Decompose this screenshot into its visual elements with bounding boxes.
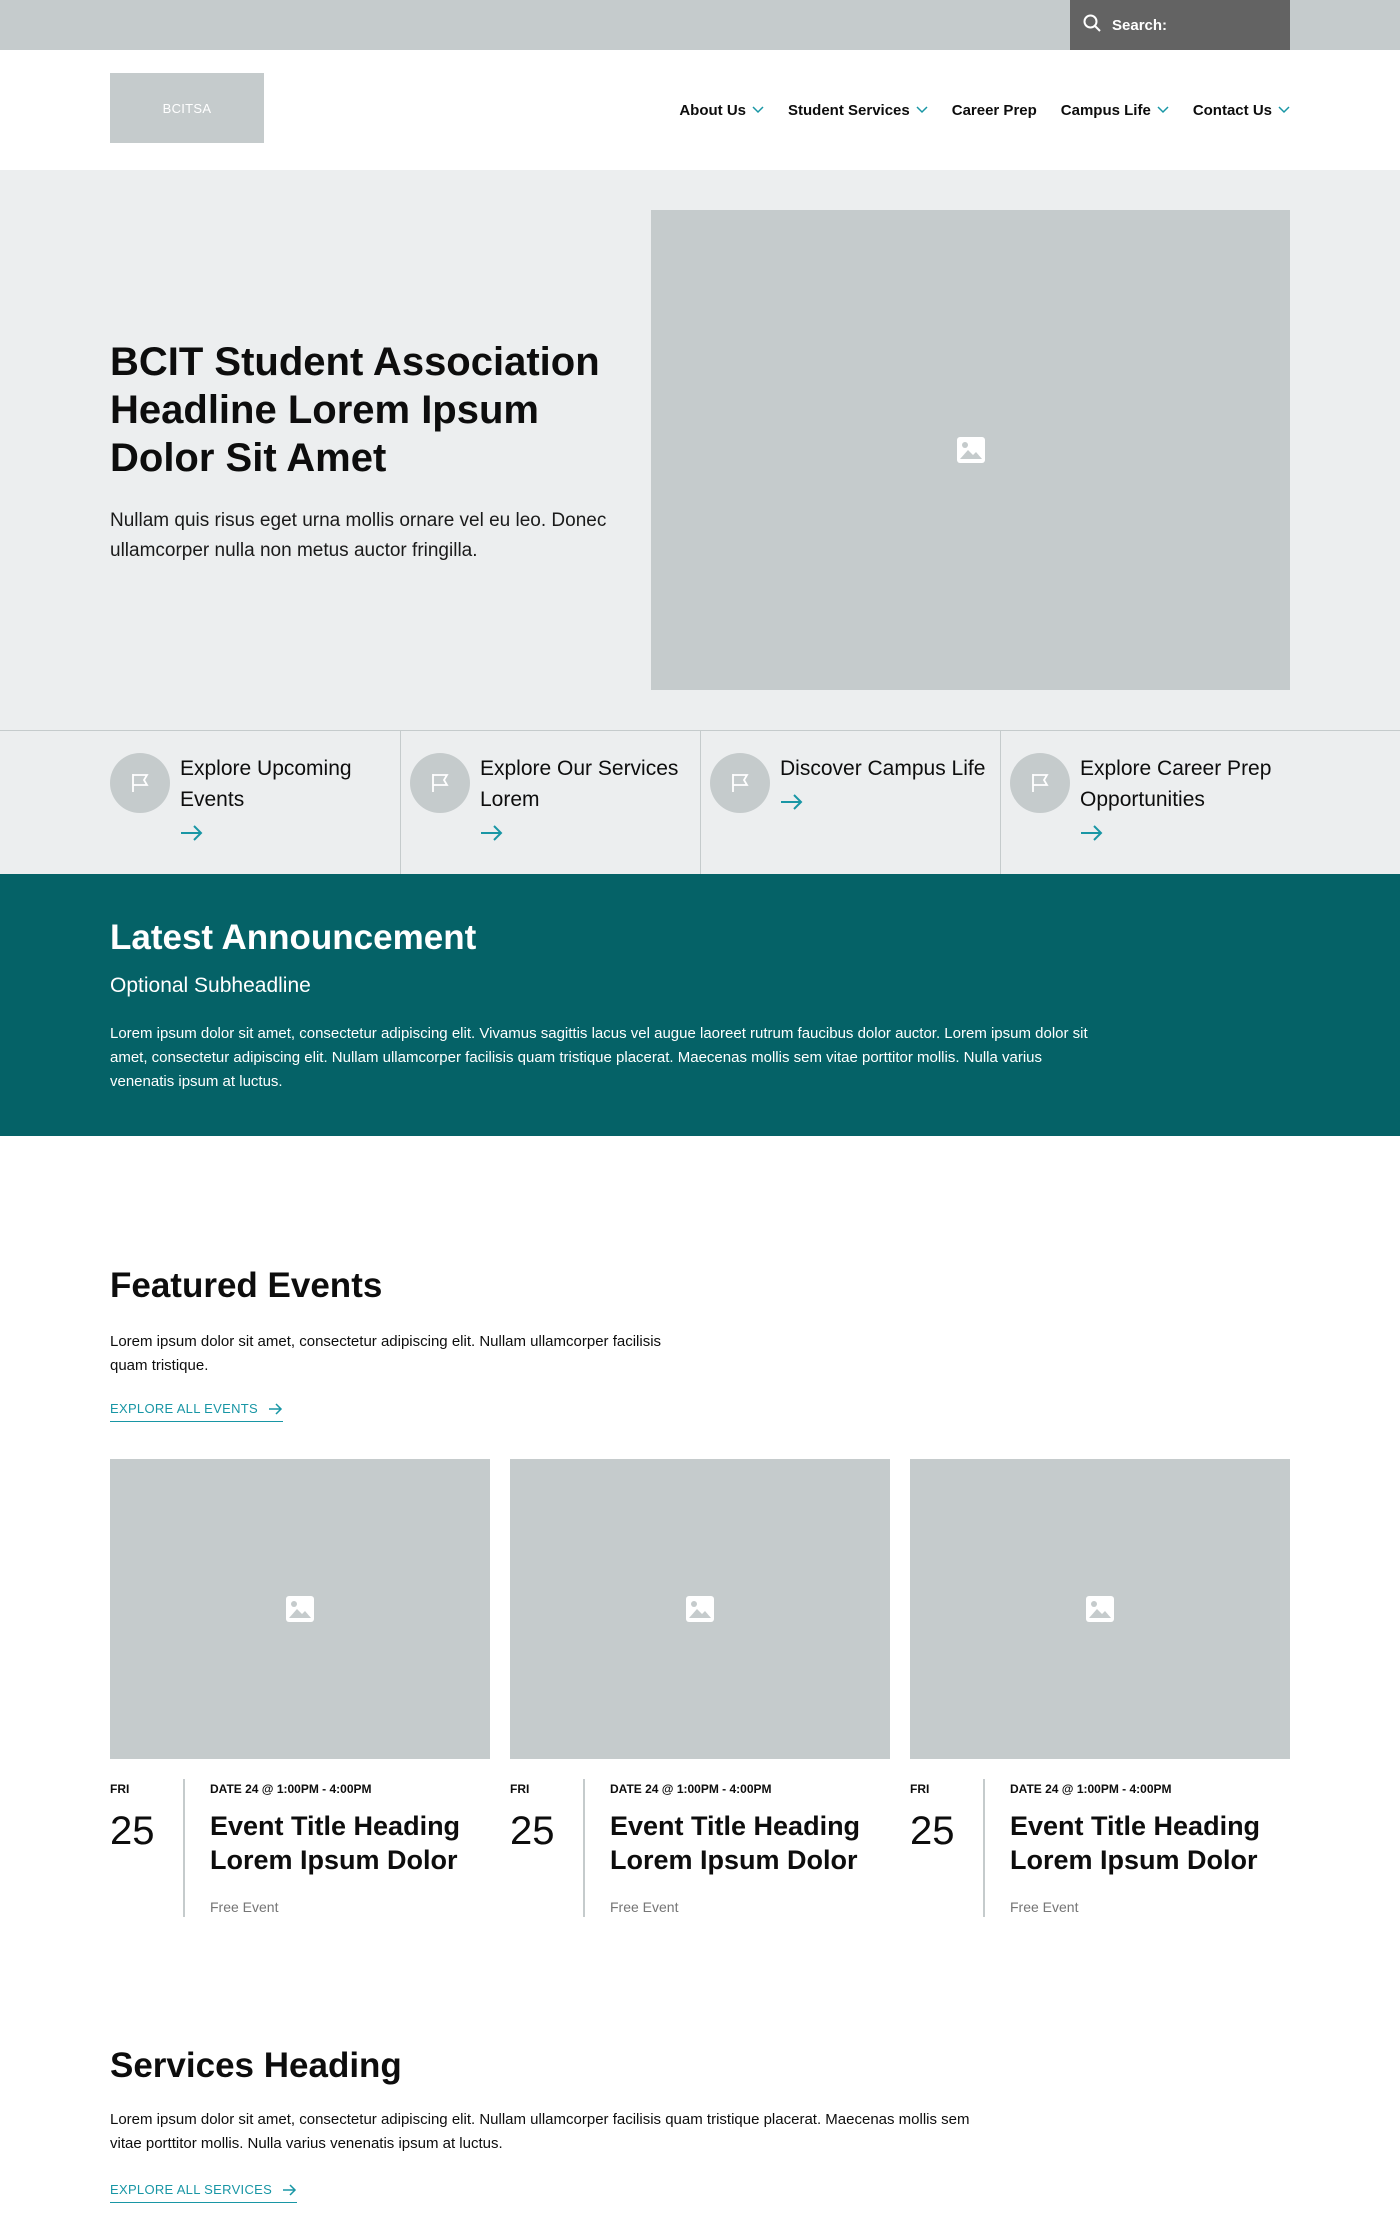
link-label: EXPLORE ALL EVENTS <box>110 1401 258 1416</box>
nav-item-career-prep[interactable] <box>952 102 1037 119</box>
quicklink-career-prep[interactable] <box>1010 731 1290 875</box>
event-card <box>110 1459 490 1939</box>
nav-item-contact-us[interactable] <box>1193 102 1290 119</box>
divider <box>183 1779 185 1917</box>
event-price: Free Event <box>210 1899 279 1915</box>
chevron-down-icon <box>752 106 764 114</box>
nav-item-campus-life[interactable] <box>1061 102 1169 119</box>
nav-item-label: Career Prep <box>951 101 1037 119</box>
main-nav <box>679 50 1290 170</box>
divider <box>400 731 401 875</box>
quicklink-campus-life[interactable] <box>710 731 990 875</box>
divider <box>1000 731 1001 875</box>
quick-links <box>0 730 1400 874</box>
image-icon <box>284 1593 316 1625</box>
nav-item-label: About Us <box>679 101 747 119</box>
events-intro: Lorem ipsum dolor sit amet, consectetur adipiscing elit. Nullam ullamcorper facilisis quam tristique. <box>110 1333 662 1374</box>
nav-item-label: Student Services <box>788 101 910 119</box>
image-icon <box>684 1593 716 1625</box>
events-heading: Featured Events <box>110 1266 383 1305</box>
nav-item-student-services[interactable] <box>788 102 928 119</box>
arrow-right-icon <box>268 1403 283 1415</box>
event-day-of-week: FRI <box>510 1782 530 1796</box>
event-price: Free Event <box>1010 1899 1079 1915</box>
event-date: DATE 24 @ 1:00PM - 4:00PM <box>610 1782 772 1796</box>
event-day-number: 25 <box>510 1809 555 1853</box>
event-card <box>910 1459 1290 1939</box>
arrow-right-icon <box>480 825 504 841</box>
event-price: Free Event <box>610 1899 679 1915</box>
flag-icon <box>110 753 170 813</box>
event-day-number: 25 <box>910 1809 955 1853</box>
image-icon <box>955 434 987 466</box>
event-day-of-week: FRI <box>110 1782 130 1796</box>
hero-section <box>0 170 1400 730</box>
hero-body: Nullam quis risus eget urna mollis ornare vel eu leo. Donec ullamcorper nulla non metus auctor fringilla. <box>110 510 607 561</box>
quicklink-label: Explore Upcoming Events <box>180 757 352 811</box>
logo-text: BCITSA <box>162 100 212 116</box>
hero-title: BCIT Student Association Headline Lorem Ipsum Dolor Sit Amet <box>110 340 600 480</box>
announcement-body: Lorem ipsum dolor sit amet, consectetur adipiscing elit. Vivamus sagittis lacus vel augue laoreet rutrum faucibus dolor auctor. Lorem ipsum dolor sit amet, consectetur adipiscing elit. Nullam ullamcorper facilisis quam tristique placerat. Maecenas mollis sem vitae porttitor mollis. Nulla varius venenatis ipsum at luctus. <box>110 1025 1088 1090</box>
search-icon <box>1082 13 1102 38</box>
arrow-right-icon <box>780 794 804 810</box>
event-meta <box>510 1759 890 1919</box>
event-meta <box>910 1759 1290 1919</box>
event-title[interactable]: Event Title Heading Lorem Ipsum Dolor <box>610 1811 861 1875</box>
featured-events-section <box>0 1136 1400 1915</box>
event-card <box>510 1459 890 1939</box>
site-header <box>0 50 1400 170</box>
nav-item-label: Contact Us <box>1192 101 1272 119</box>
services-section <box>0 1996 1400 2240</box>
quicklink-label: Explore Our Services Lorem <box>480 757 679 811</box>
hero-image <box>651 210 1290 690</box>
divider <box>583 1779 585 1917</box>
utility-bar <box>0 0 1400 50</box>
link-label: EXPLORE ALL SERVICES <box>110 2182 273 2197</box>
event-meta <box>110 1759 490 1919</box>
arrow-right-icon <box>1080 825 1104 841</box>
event-image[interactable] <box>110 1459 490 1759</box>
quicklink-services[interactable] <box>410 731 690 875</box>
search-box[interactable] <box>1070 0 1290 50</box>
quicklink-label: Discover Campus Life <box>780 757 986 780</box>
event-day-number: 25 <box>110 1809 155 1853</box>
site-logo[interactable] <box>110 73 264 143</box>
event-title[interactable]: Event Title Heading Lorem Ipsum Dolor <box>1010 1811 1261 1875</box>
flag-icon <box>1010 753 1070 813</box>
event-day-of-week: FRI <box>910 1782 930 1796</box>
hero-text <box>110 338 610 566</box>
explore-all-services-link[interactable] <box>110 2182 297 2203</box>
flag-icon <box>710 753 770 813</box>
announcement-section <box>0 874 1400 1136</box>
chevron-down-icon <box>916 106 928 114</box>
quicklink-events[interactable] <box>110 731 390 875</box>
announcement-title: Latest Announcement <box>110 918 477 957</box>
chevron-down-icon <box>1278 106 1290 114</box>
event-image[interactable] <box>910 1459 1290 1759</box>
services-heading: Services Heading <box>110 2046 402 2085</box>
event-date: DATE 24 @ 1:00PM - 4:00PM <box>1010 1782 1172 1796</box>
nav-item-label: Campus Life <box>1060 101 1151 119</box>
divider <box>700 731 701 875</box>
chevron-down-icon <box>1157 106 1169 114</box>
arrow-right-icon <box>180 825 204 841</box>
divider <box>983 1779 985 1917</box>
event-title[interactable]: Event Title Heading Lorem Ipsum Dolor <box>210 1811 461 1875</box>
search-label: Search: <box>1112 16 1168 34</box>
quicklink-label: Explore Career Prep Opportunities <box>1080 757 1272 811</box>
explore-all-events-link[interactable] <box>110 1401 283 1422</box>
flag-icon <box>410 753 470 813</box>
announcement-subheadline: Optional Subheadline <box>110 974 311 997</box>
services-body: Lorem ipsum dolor sit amet, consectetur adipiscing elit. Nullam ullamcorper facilisis quam tristique placerat. Maecenas mollis sem vitae porttitor mollis. Nulla varius venenatis ipsum at luctus. <box>110 2111 970 2152</box>
event-image[interactable] <box>510 1459 890 1759</box>
image-icon <box>1084 1593 1116 1625</box>
nav-item-about-us[interactable] <box>679 102 764 119</box>
arrow-right-icon <box>282 2184 297 2196</box>
event-date: DATE 24 @ 1:00PM - 4:00PM <box>210 1782 372 1796</box>
